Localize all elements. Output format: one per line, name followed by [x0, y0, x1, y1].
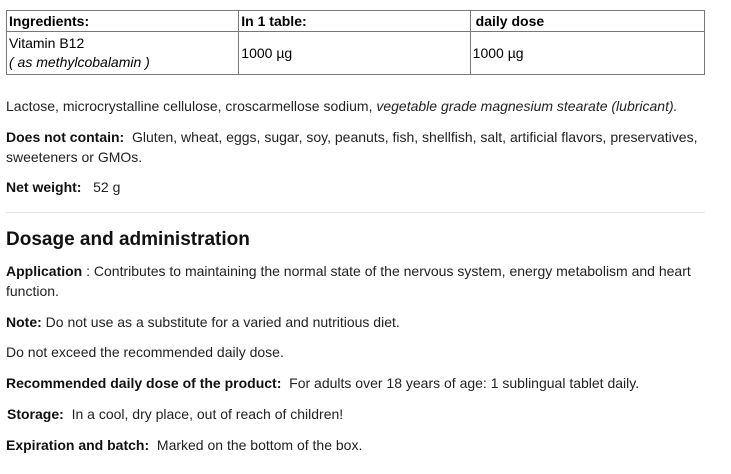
excipients-italic: vegetable grade magnesium stearate (lubricant). [376, 98, 678, 114]
exceed-warning: Do not exceed the recommended daily dose. [6, 344, 284, 360]
application-label: Application [6, 263, 83, 279]
storage-label: Storage: [7, 406, 64, 422]
ingredient-name: Vitamin B12 [9, 35, 85, 51]
header-ingredients: Ingredients: [7, 11, 239, 32]
excipients-plain: Lactose, microcrystalline cellulose, croscarmellose sodium, [6, 98, 377, 114]
does-not-contain-label: Does not contain: [6, 129, 125, 145]
net-weight-value: 52 g [93, 179, 121, 195]
recommended-dose-text: For adults over 18 years of age: 1 sublingual tablet daily. [289, 375, 640, 391]
note-label: Note: [6, 314, 42, 330]
excipients-text [6, 96, 678, 116]
header-per-tablet: In 1 table: [239, 11, 470, 32]
ingredient-form: ( as methylcobalamin ) [9, 54, 150, 70]
section-divider [6, 212, 705, 213]
per-tablet-cell: 1000 µg [239, 32, 470, 75]
expiration-label: Expiration and batch: [6, 437, 150, 453]
storage [7, 404, 343, 424]
does-not-contain [6, 127, 705, 167]
expiration [6, 435, 362, 455]
daily-dose-cell: 1000 µg [470, 32, 704, 75]
table-row [7, 32, 705, 75]
ingredient-cell [7, 32, 239, 75]
ingredients-table [6, 10, 705, 75]
header-daily-dose: daily dose [470, 11, 704, 32]
does-not-contain-text: Gluten, wheat, eggs, sugar, soy, peanuts, fish, shellfish, salt, artificial flavors, preservatives, sweeteners or GMOs. [6, 129, 698, 165]
expiration-text: Marked on the bottom of the box. [156, 437, 363, 453]
application-text: : Contributes to maintaining the normal state of the nervous system, energy metabolism and heart function. [6, 263, 691, 299]
net-weight [6, 177, 120, 197]
dosage-section-title: Dosage and administration [6, 229, 250, 250]
note [6, 312, 400, 332]
recommended-dose [6, 373, 639, 393]
product-info-page [6, 10, 705, 453]
recommended-dose-label: Recommended daily dose of the product: [6, 375, 282, 391]
application [6, 261, 705, 301]
note-text: Do not use as a substitute for a varied and nutritious diet. [45, 314, 400, 330]
net-weight-label: Net weight: [6, 179, 82, 195]
table-header-row [7, 11, 705, 32]
storage-text: In a cool, dry place, out of reach of children! [71, 406, 344, 422]
